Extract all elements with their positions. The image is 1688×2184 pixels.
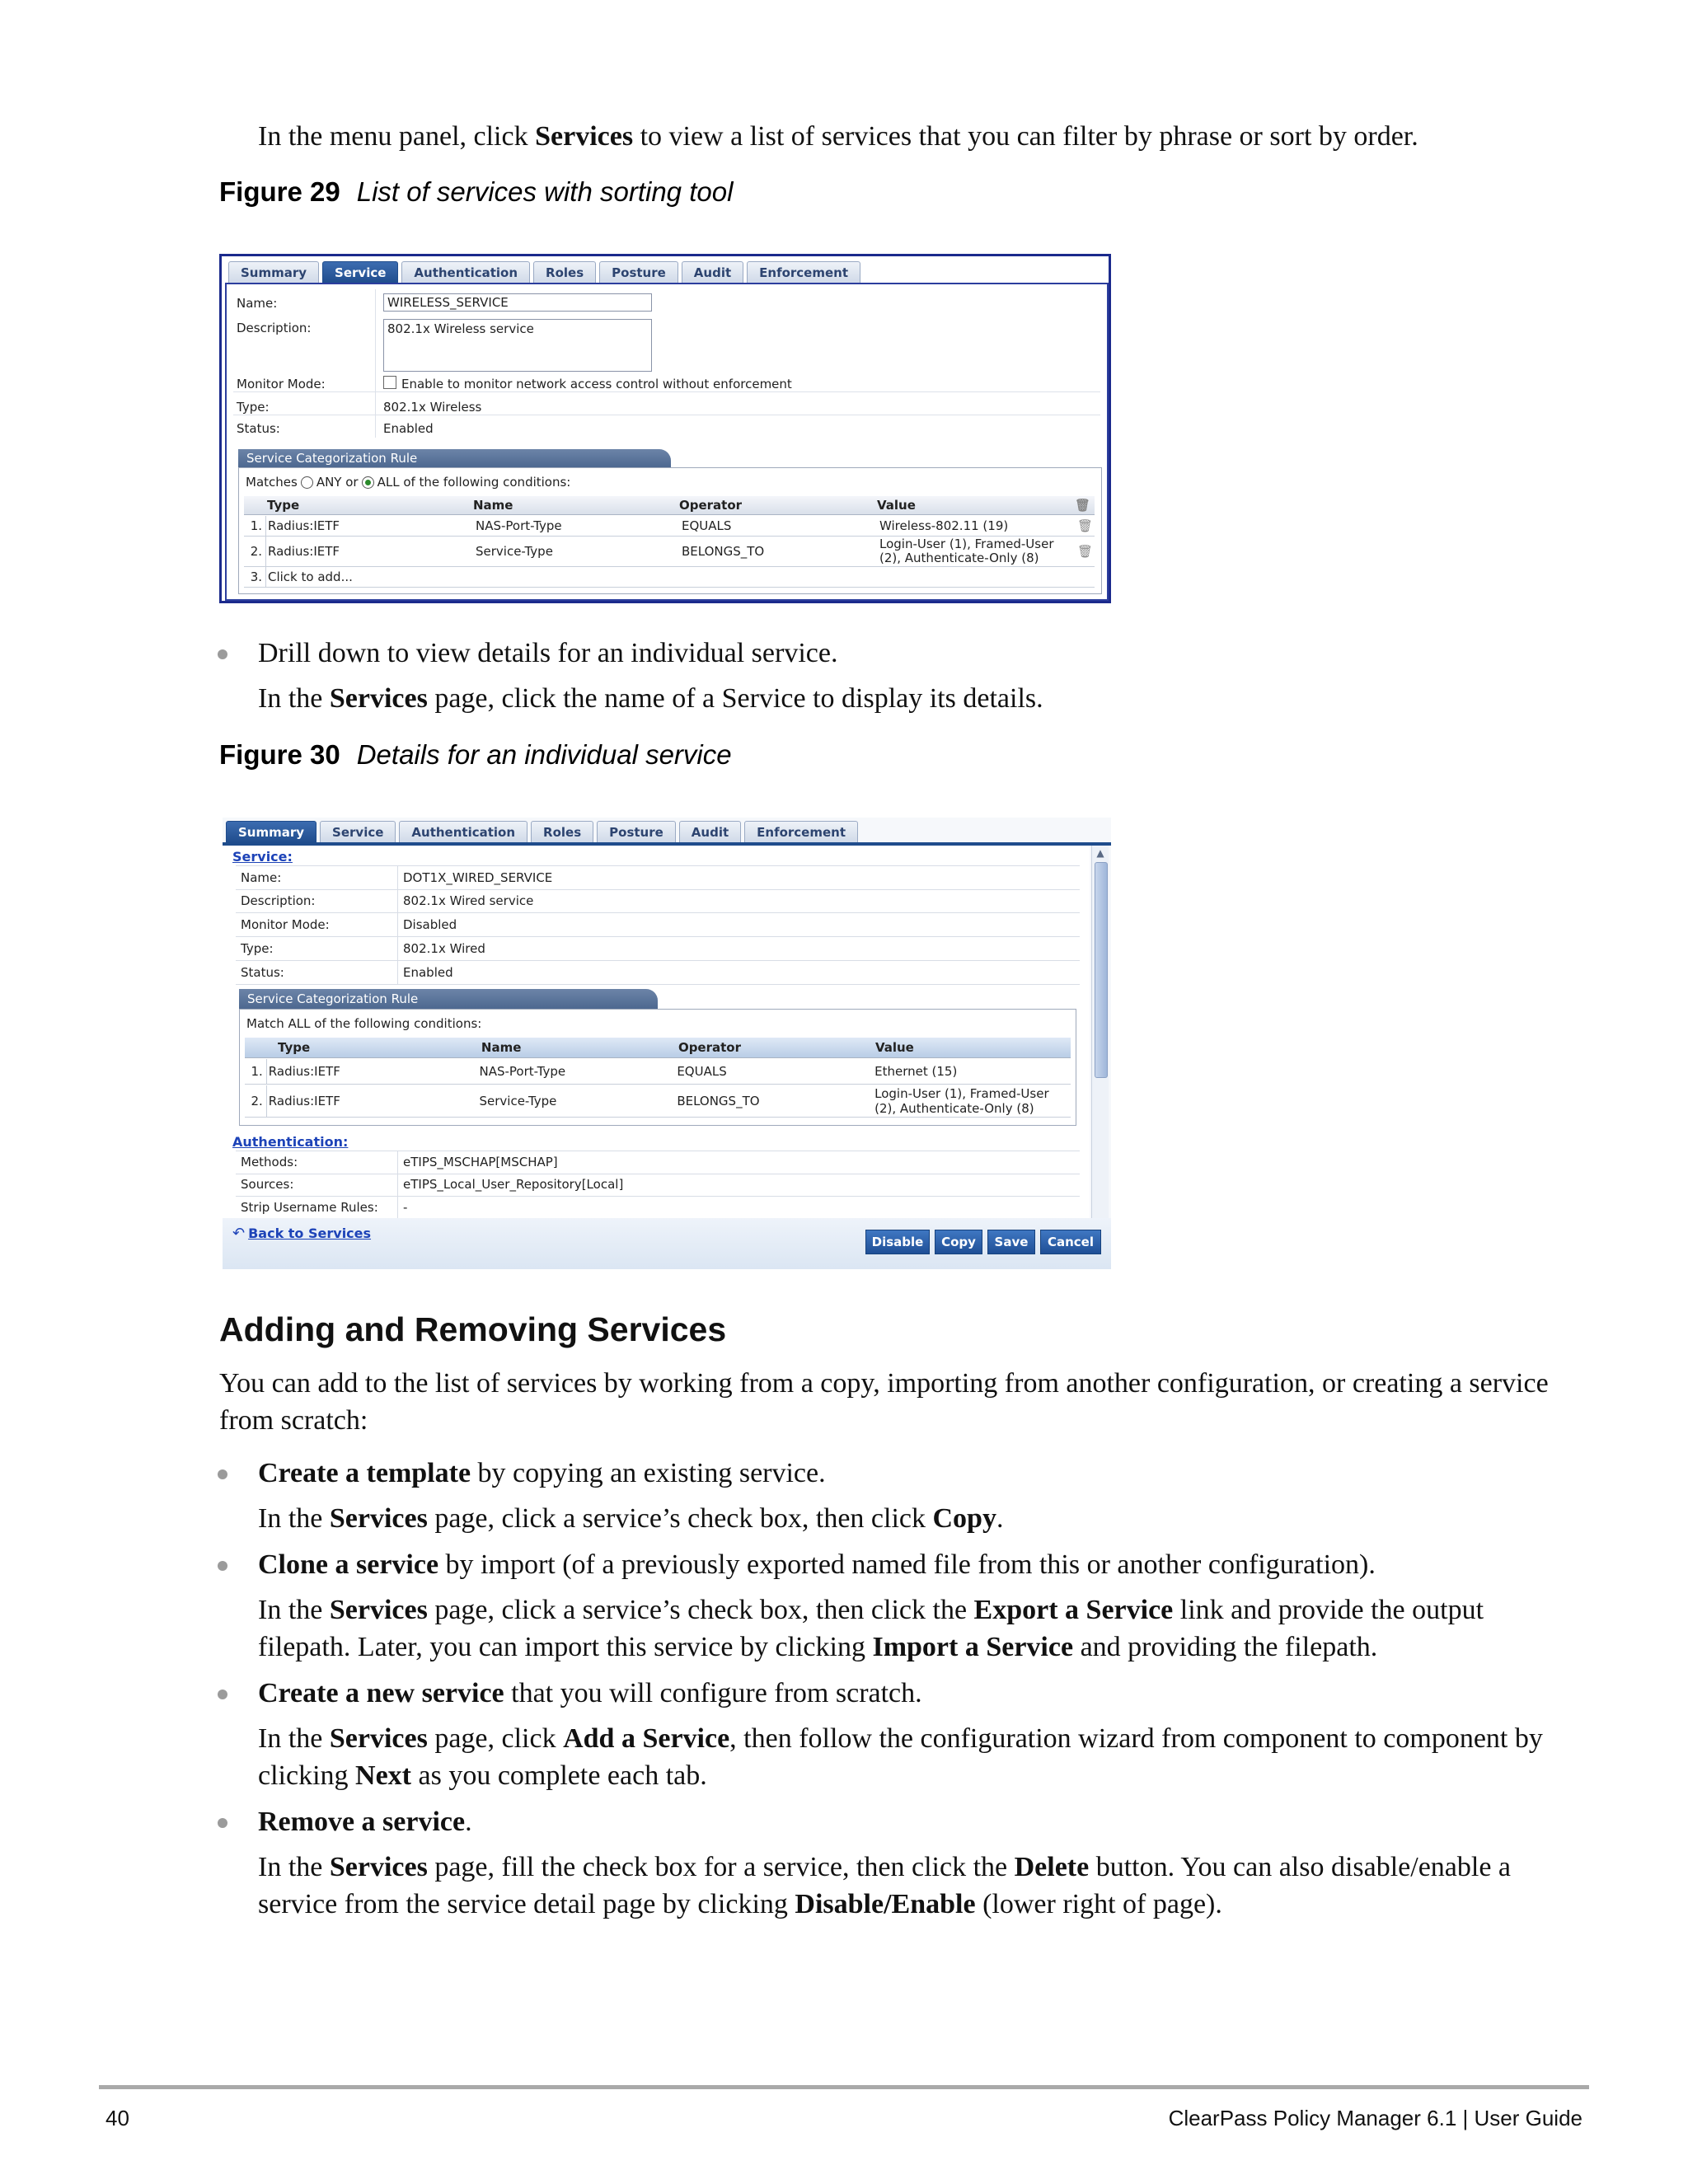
f30-authentication-link[interactable]: Authentication: bbox=[232, 1134, 349, 1150]
f29-matches-row: Matches ANY or ALL of the following conditions: bbox=[246, 475, 571, 490]
footer-rule bbox=[99, 2085, 1589, 2089]
f29-status-value: Enabled bbox=[383, 421, 434, 436]
f30-table-header bbox=[245, 1038, 1071, 1058]
bullet bbox=[218, 1561, 227, 1571]
field-label: Status: bbox=[236, 961, 398, 984]
row-value: Ethernet (15) bbox=[874, 1064, 958, 1079]
field-value: Enabled bbox=[403, 965, 453, 980]
back-arrow-icon: ↶ bbox=[232, 1225, 246, 1242]
f29-tab-roles[interactable]: Roles bbox=[533, 261, 596, 284]
f29-monitor-label: Monitor Mode: bbox=[237, 377, 326, 391]
f30-back-row[interactable] bbox=[232, 1225, 371, 1242]
item-create-template-detail: In the Services page, click a service’s check box, then click Copy. bbox=[258, 1503, 1004, 1534]
f29-tab-summary[interactable]: Summary bbox=[228, 261, 319, 284]
drill-down-instructions: In the Services page, click the name of a Service to display its details. bbox=[258, 683, 1043, 714]
cancel-button[interactable]: Cancel bbox=[1040, 1230, 1101, 1254]
f29-rule-title: Service Categorization Rule bbox=[238, 449, 671, 467]
row-number: 1. bbox=[245, 1059, 267, 1084]
item-create-new-service: Create a new service that you will configure from scratch. bbox=[258, 1678, 922, 1708]
document-title: ClearPass Policy Manager 6.1 | User Guide bbox=[1168, 2106, 1582, 2130]
trash-icon[interactable]: 🗑 bbox=[1077, 544, 1094, 559]
row-number: 1. bbox=[244, 516, 266, 536]
bullet bbox=[218, 649, 227, 659]
field-label: Strip Username Rules: bbox=[236, 1197, 398, 1218]
section-intro-line-2: from scratch: bbox=[219, 1405, 368, 1436]
table-row[interactable] bbox=[245, 1059, 1071, 1085]
field-row bbox=[236, 1197, 1080, 1219]
f29-col-type: Type bbox=[267, 498, 300, 513]
row-value-line2: (2), Authenticate-Only (8) bbox=[874, 1101, 1034, 1116]
field-value: eTIPS_Local_User_Repository[Local] bbox=[403, 1177, 624, 1192]
f29-tab-bar bbox=[228, 261, 864, 283]
f30-col-operator: Operator bbox=[678, 1040, 741, 1055]
f29-trash-icon[interactable]: 🗑 bbox=[1075, 498, 1091, 513]
back-to-services-link[interactable]: Back to Services bbox=[248, 1226, 372, 1241]
field-row bbox=[236, 865, 1080, 890]
row-name: Service-Type bbox=[479, 1094, 557, 1108]
field-value: 802.1x Wired bbox=[403, 941, 485, 956]
f29-all-radio[interactable] bbox=[362, 476, 374, 489]
f29-any-radio[interactable] bbox=[301, 476, 313, 489]
f29-col-operator: Operator bbox=[679, 498, 743, 513]
table-row[interactable] bbox=[244, 537, 1095, 567]
field-row bbox=[236, 961, 1080, 985]
f30-tab-posture[interactable]: Posture bbox=[597, 821, 676, 843]
f30-tab-authentication[interactable]: Authentication bbox=[399, 821, 528, 843]
f29-panel bbox=[225, 283, 1109, 601]
f30-tab-service[interactable]: Service bbox=[320, 821, 396, 843]
field-label: Name: bbox=[236, 866, 398, 889]
f30-service-link[interactable]: Service: bbox=[232, 849, 293, 865]
f29-tab-authentication[interactable]: Authentication bbox=[401, 261, 530, 284]
field-row bbox=[236, 937, 1080, 961]
row-value: Wireless-802.11 (19) bbox=[879, 518, 1009, 533]
item-create-new-service-detail-2: clicking Next as you complete each tab. bbox=[258, 1760, 707, 1791]
row-value-line1: Login-User (1), Framed-User bbox=[879, 537, 1054, 551]
section-intro-line-1: You can add to the list of services by working from a copy, importing from another configuration, or creating a service bbox=[219, 1368, 1549, 1399]
row-number: 3. bbox=[244, 567, 266, 587]
f29-monitor-checkbox[interactable] bbox=[383, 376, 396, 389]
f30-scrollbar[interactable] bbox=[1091, 846, 1109, 1218]
field-value: eTIPS_MSCHAP[MSCHAP] bbox=[403, 1155, 558, 1169]
field-value: Disabled bbox=[403, 917, 457, 932]
figure-29-screenshot bbox=[219, 254, 1111, 603]
row-operator: BELONGS_TO bbox=[682, 544, 765, 559]
table-row[interactable] bbox=[245, 1085, 1071, 1118]
row-value-line2: (2), Authenticate-Only (8) bbox=[879, 551, 1039, 565]
scroll-up-icon[interactable]: ▲ bbox=[1096, 847, 1104, 859]
f29-tab-enforcement[interactable]: Enforcement bbox=[747, 261, 860, 284]
f30-tab-roles[interactable]: Roles bbox=[531, 821, 593, 843]
f29-description-label: Description: bbox=[237, 321, 312, 335]
trash-icon[interactable]: 🗑 bbox=[1077, 518, 1094, 533]
row-operator: EQUALS bbox=[682, 518, 732, 533]
f29-rule-box bbox=[238, 467, 1102, 594]
f29-description-textarea[interactable]: 802.1x Wireless service bbox=[383, 319, 652, 372]
field-row bbox=[236, 913, 1080, 937]
row-type: Radius:IETF bbox=[268, 518, 340, 533]
f30-bottom-bar bbox=[223, 1218, 1111, 1269]
row-name: NAS-Port-Type bbox=[476, 518, 562, 533]
field-label: Methods: bbox=[236, 1151, 398, 1174]
item-remove-service: Remove a service. bbox=[258, 1807, 472, 1837]
row-number: 2. bbox=[244, 537, 266, 566]
bullet-drill-down: Drill down to view details for an individual service. bbox=[258, 638, 838, 668]
f29-status-label: Status: bbox=[237, 421, 280, 436]
f29-tab-audit[interactable]: Audit bbox=[682, 261, 743, 284]
f29-tab-posture[interactable]: Posture bbox=[599, 261, 678, 284]
item-clone-service-detail-2: filepath. Later, you can import this service by clicking Import a Service and providing the filepath. bbox=[258, 1632, 1378, 1662]
bullet bbox=[218, 1818, 227, 1828]
row-type: Radius:IETF bbox=[268, 544, 340, 559]
f30-tab-enforcement[interactable]: Enforcement bbox=[744, 821, 858, 843]
row-number: 2. bbox=[245, 1085, 267, 1117]
f30-rule-title: Service Categorization Rule bbox=[239, 989, 658, 1009]
row-operator: EQUALS bbox=[677, 1064, 727, 1079]
f29-col-value: Value bbox=[877, 498, 916, 513]
f30-tab-summary[interactable]: Summary bbox=[226, 821, 316, 843]
intro-paragraph: In the menu panel, click Services to view a list of services that you can filter by phrase or sort by order. bbox=[258, 121, 1418, 152]
table-row[interactable] bbox=[244, 567, 1095, 588]
f30-tab-audit[interactable]: Audit bbox=[679, 821, 741, 843]
click-to-add[interactable]: Click to add... bbox=[268, 569, 353, 584]
page-number: 40 bbox=[106, 2106, 129, 2130]
row-operator: BELONGS_TO bbox=[677, 1094, 760, 1108]
f29-name-input[interactable]: WIRELESS_SERVICE bbox=[383, 293, 652, 312]
f30-col-name: Name bbox=[481, 1040, 522, 1055]
table-row[interactable] bbox=[244, 516, 1095, 537]
figure-29-caption: Figure 29 List of services with sorting tool bbox=[219, 176, 734, 207]
bullet bbox=[218, 1469, 227, 1479]
f29-table-header bbox=[244, 496, 1095, 515]
f29-label-divider bbox=[375, 289, 376, 438]
f29-col-name: Name bbox=[473, 498, 513, 513]
row-value-line1: Login-User (1), Framed-User bbox=[874, 1086, 1049, 1101]
section-heading: Adding and Removing Services bbox=[219, 1310, 727, 1348]
field-value: 802.1x Wired service bbox=[403, 893, 534, 908]
field-label: Monitor Mode: bbox=[236, 913, 398, 936]
item-create-template: Create a template by copying an existing service. bbox=[258, 1458, 826, 1488]
item-remove-service-detail-1: In the Services page, fill the check box for a service, then click the Delete button. You can also disable/enable a bbox=[258, 1852, 1512, 1882]
item-remove-service-detail-2: service from the service detail page by clicking Disable/Enable (lower right of page). bbox=[258, 1889, 1222, 1919]
field-value: DOT1X_WIRED_SERVICE bbox=[403, 870, 553, 885]
row-name: Service-Type bbox=[476, 544, 553, 559]
f29-type-value: 802.1x Wireless bbox=[383, 400, 482, 415]
field-row bbox=[236, 1174, 1080, 1197]
field-value: - bbox=[403, 1200, 408, 1215]
f29-monitor-text: Enable to monitor network access control without enforcement bbox=[401, 377, 792, 391]
figure-30-screenshot bbox=[223, 818, 1111, 1269]
figure-30-caption: Figure 30 Details for an individual service bbox=[219, 739, 732, 770]
f29-divider-1 bbox=[233, 391, 1100, 392]
f30-col-type: Type bbox=[278, 1040, 311, 1055]
f29-name-label: Name: bbox=[237, 296, 278, 311]
f30-tab-bar bbox=[226, 821, 861, 842]
save-button[interactable]: Save bbox=[987, 1230, 1035, 1254]
row-value bbox=[879, 537, 1077, 566]
item-create-new-service-detail-1: In the Services page, click Add a Service, then follow the configuration wizard from component to component by bbox=[258, 1723, 1543, 1754]
item-clone-service-detail-1: In the Services page, click a service’s check box, then click the Export a Service link and provide the output bbox=[258, 1595, 1484, 1625]
f30-match-text: Match ALL of the following conditions: bbox=[246, 1016, 482, 1031]
f30-content bbox=[223, 846, 1090, 1218]
field-label: Sources: bbox=[236, 1174, 398, 1196]
row-value bbox=[874, 1085, 1071, 1117]
bullet bbox=[218, 1690, 227, 1699]
f30-rule-box bbox=[239, 1009, 1076, 1126]
row-type: Radius:IETF bbox=[268, 1094, 340, 1108]
field-row bbox=[236, 889, 1080, 913]
f30-col-value: Value bbox=[874, 1040, 914, 1055]
row-name: NAS-Port-Type bbox=[479, 1064, 566, 1079]
row-type: Radius:IETF bbox=[268, 1064, 340, 1079]
copy-button[interactable]: Copy bbox=[935, 1230, 982, 1254]
f29-tab-service[interactable]: Service bbox=[322, 261, 398, 284]
item-clone-service: Clone a service by import (of a previously exported named file from this or another configuration). bbox=[258, 1549, 1376, 1580]
field-label: Type: bbox=[236, 937, 398, 960]
f29-type-label: Type: bbox=[237, 400, 270, 415]
field-row bbox=[236, 1151, 1080, 1174]
disable-button[interactable]: Disable bbox=[865, 1230, 930, 1254]
f30-scroll-thumb[interactable] bbox=[1095, 862, 1108, 1078]
field-label: Description: bbox=[236, 889, 398, 912]
